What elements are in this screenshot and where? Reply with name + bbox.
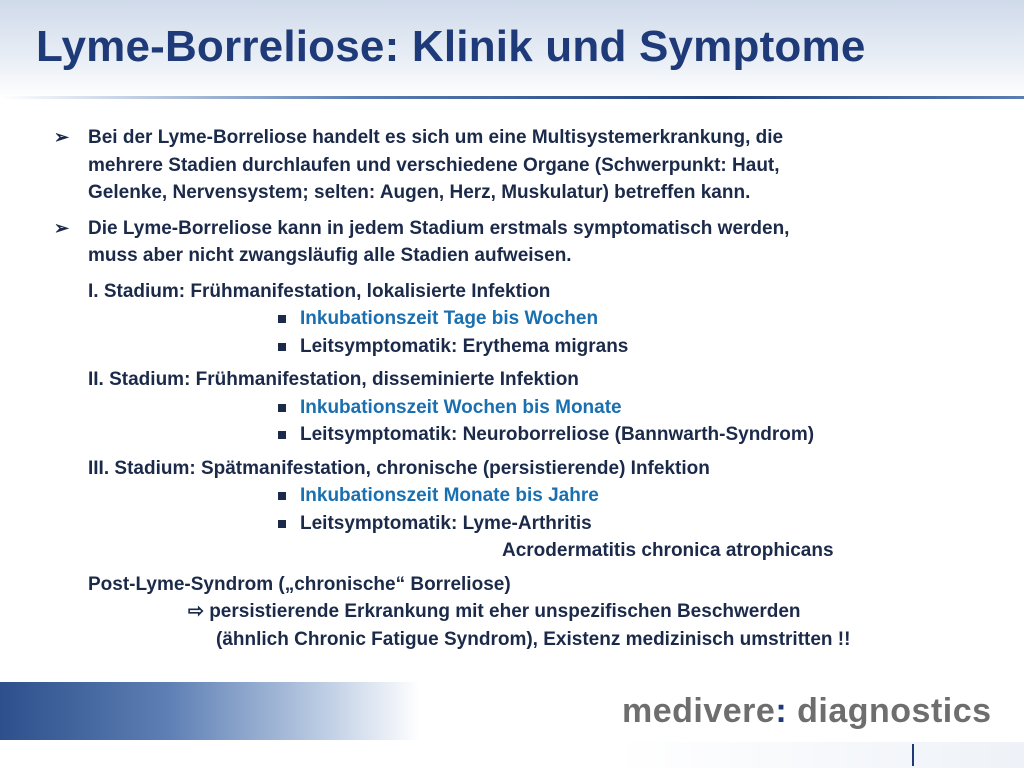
post-lyme-heading: Post-Lyme-Syndrom („chronische“ Borreliose) <box>88 573 511 595</box>
post-lyme-line: (ähnlich Chronic Fatigue Syndrom), Existenz medizinisch umstritten !! <box>216 628 851 650</box>
stage-symptoms <box>278 510 992 538</box>
stage-heading: III. Stadium: Spätmanifestation, chronische (persistierende) Infektion <box>88 457 710 479</box>
symptoms-text: Leitsymptomatik: Lyme-Arthritis <box>300 512 592 534</box>
stage-symptoms <box>278 421 992 449</box>
title-divider <box>0 96 1024 99</box>
stage-incubation <box>278 394 992 422</box>
stage-2 <box>88 366 992 449</box>
bullet-line: Gelenke, Nervensystem; selten: Augen, Herz, Muskulatur) betreffen kann. <box>88 182 751 203</box>
bullet-line: mehrere Stadien durchlaufen und verschiedene Organe (Schwerpunkt: Haut, <box>88 154 780 176</box>
arrow-bullet-icon: ➢ <box>54 127 70 147</box>
logo-text: diagnostics <box>787 692 992 730</box>
stage-heading: II. Stadium: Frühmanifestation, disseminierte Infektion <box>88 369 579 390</box>
square-bullet-icon <box>278 520 286 528</box>
square-bullet-icon <box>278 492 286 500</box>
incubation-text: Inkubationszeit Wochen bis Monate <box>300 396 622 418</box>
bullet-multisystem <box>52 124 992 207</box>
stage-1 <box>88 278 992 361</box>
slide-content <box>52 124 992 653</box>
post-lyme-section <box>88 571 992 654</box>
footer-band <box>0 742 1024 768</box>
stage-symptoms <box>278 333 992 361</box>
symptoms-continuation: Acrodermatitis chronica atrophicans <box>502 540 834 561</box>
symptoms-text: Leitsymptomatik: Erythema migrans <box>300 335 629 357</box>
stage-heading: I. Stadium: Frühmanifestation, lokalisierte Infektion <box>88 280 551 302</box>
stage-incubation <box>278 305 992 333</box>
arrow-bullet-icon: ➢ <box>54 217 70 238</box>
slide-title: Lyme-Borreliose: Klinik und Symptome <box>36 22 866 71</box>
symptoms-text: Leitsymptomatik: Neuroborreliose (Bannwarth-Syndrom) <box>300 424 815 445</box>
logo-text: medivere <box>622 692 776 730</box>
footer-gradient-bar <box>0 682 420 740</box>
bullet-stages <box>52 215 992 270</box>
square-bullet-icon <box>278 343 286 351</box>
bullet-line: muss aber nicht zwangsläufig alle Stadien aufweisen. <box>88 245 572 266</box>
right-arrow-icon: ⇨ <box>188 601 204 622</box>
stage-incubation <box>278 482 992 510</box>
post-lyme-line <box>188 598 992 626</box>
logo-colon: : <box>775 692 788 730</box>
incubation-text: Inkubationszeit Tage bis Wochen <box>300 308 599 329</box>
bullet-line: Bei der Lyme-Borreliose handelt es sich um eine Multisystemerkrankung, die <box>88 127 784 148</box>
square-bullet-icon <box>278 315 286 323</box>
post-lyme-text: persistierende Erkrankung mit eher unspezifischen Beschwerden <box>209 601 801 622</box>
square-bullet-icon <box>278 404 286 412</box>
square-bullet-icon <box>278 431 286 439</box>
stage-3 <box>88 455 992 565</box>
footer-divider <box>912 744 914 766</box>
bullet-line: Die Lyme-Borreliose kann in jedem Stadium erstmals symptomatisch werden, <box>88 217 790 239</box>
medivere-logo <box>622 692 992 731</box>
incubation-text: Inkubationszeit Monate bis Jahre <box>300 485 599 506</box>
